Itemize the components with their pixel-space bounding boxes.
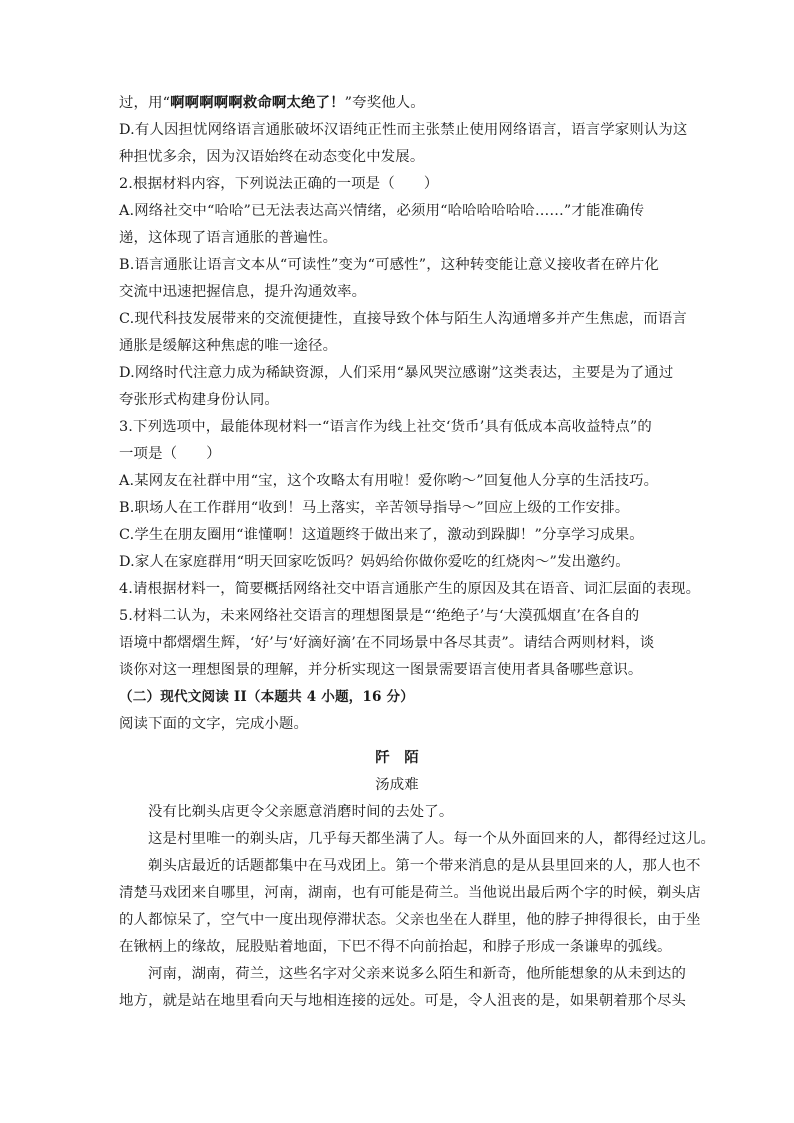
- question-5-line-3: 谈你对这一理想图景的理解，并分析实现这一图景需要语言使用者具备哪些意识。: [119, 662, 643, 678]
- paragraph-3-line-4: 在锹柄上的缘故，屁股贴着地面，下巴不得不向前抬起，和脖子形成一条谦卑的弧线。: [119, 939, 672, 955]
- question-4: 4.请根据材料一，简要概括网络社交中语言通胀产生的原因及其在语音、词汇层面的表现。: [119, 581, 701, 597]
- question-5-line-2: 语境中都熠熠生辉，‘好’与‘好滴好滴’在不同场景中各尽其责”。请结合两则材料，谈: [119, 635, 655, 651]
- article-title: 阡 陌: [375, 749, 419, 766]
- question-2-stem: 2.根据材料内容，下列说法正确的一项是（ ）: [119, 176, 439, 192]
- paragraph-4-line-2: 地方，就是站在地里看向天与地相连接的远处。可是，令人沮丧的是，如果朝着那个尽头: [119, 993, 687, 1009]
- text-line-1-post: ”夸奖他人。: [344, 95, 425, 111]
- section-heading: （二）现代文阅读 II（本题共 4 小题，16 分）: [119, 689, 415, 705]
- paragraph-3-line-2: 清楚马戏团来自哪里，河南，湖南，也有可能是荷兰。当他说出最后两个字的时候，剃头店: [119, 885, 701, 901]
- paragraph-1: 没有比剃头店更令父亲愿意消磨时间的去处了。: [148, 804, 454, 820]
- q2-option-b-line-2: 交流中迅速把握信息，提升沟通效率。: [119, 284, 367, 300]
- question-3-stem-line-2: 一项是（ ）: [119, 446, 221, 462]
- q3-option-b: B.职场人在工作群用“收到！马上落实，辛苦领导指导～”回应上级的工作安排。: [119, 500, 630, 516]
- paragraph-4-line-1: 河南，湖南，荷兰，这些名字对父亲来说多么陌生和新奇，他所能想象的从未到达的: [148, 966, 687, 982]
- question-3-stem-line-1: 3.下列选项中，最能体现材料一“语言作为线上社交‘货币’具有低成本高收益特点”的: [119, 419, 652, 435]
- option-d-line-2: 种担忧多余，因为汉语始终在动态变化中发展。: [119, 149, 425, 165]
- q3-option-d: D.家人在家庭群用“明天回家吃饭吗？妈妈给你做你爱吃的红烧肉～”发出邀约。: [119, 554, 630, 570]
- q2-option-a-line-2: 递，这体现了语言通胀的普遍性。: [119, 230, 338, 246]
- question-5-line-1: 5.材料二认为，未来网络社交语言的理想图景是“‘绝绝子’与‘大漠孤烟直’在各自的: [119, 608, 640, 624]
- option-d-line-1: D.有人因担忧网络语言通胀破坏汉语纯正性而主张禁止使用网络语言，语言学家则认为这: [119, 122, 688, 138]
- text-line-1-bold: 啊啊啊啊啊救命啊太绝了！: [170, 94, 345, 111]
- q2-option-a-line-1: A.网络社交中“哈哈”已无法表达高兴情绪，必须用“哈哈哈哈哈哈……”才能准确传: [119, 203, 645, 219]
- q2-option-d-line-1: D.网络时代注意力成为稀缺资源，人们采用“暴风哭泣感谢”这类表达，主要是为了通过: [119, 365, 674, 381]
- reading-instruction: 阅读下面的文字，完成小题。: [119, 716, 309, 732]
- q3-option-c: C.学生在朋友圈用“谁懂啊！这道题终于做出来了，激动到跺脚！”分享学习成果。: [119, 527, 644, 543]
- q2-option-b-line-1: B.语言通胀让语言文本从“可读性”变为“可感性”，这种转变能让意义接收者在碎片化: [119, 257, 659, 273]
- text-line-1-pre: 过，用“: [119, 95, 171, 111]
- paragraph-2: 这是村里唯一的剃头店，几乎每天都坐满了人。每一个从外面回来的人，都得经过这儿。: [148, 831, 716, 847]
- paragraph-3-line-3: 的人都惊呆了，空气中一度出现停滞状态。父亲也坐在人群里，他的脖子抻得很长，由于坐: [119, 912, 701, 928]
- q3-option-a: A.某网友在社群中用“宝，这个攻略太有用啦！爱你哟～”回复他人分享的生活技巧。: [119, 473, 659, 489]
- article-author: 汤成难: [375, 777, 419, 793]
- q2-option-c-line-1: C.现代科技发展带来的交流便捷性，直接导致个体与陌生人沟通增多并产生焦虑，而语言: [119, 311, 687, 327]
- q2-option-d-line-2: 夸张形式构建身份认同。: [119, 392, 279, 408]
- paragraph-3-line-1: 剃头店最近的话题都集中在马戏团上。第一个带来消息的是从县里回来的人，那人也不: [148, 858, 701, 874]
- text-line-1: [119, 93, 694, 113]
- q2-option-c-line-2: 通胀是缓解这种焦虑的唯一途径。: [119, 338, 338, 354]
